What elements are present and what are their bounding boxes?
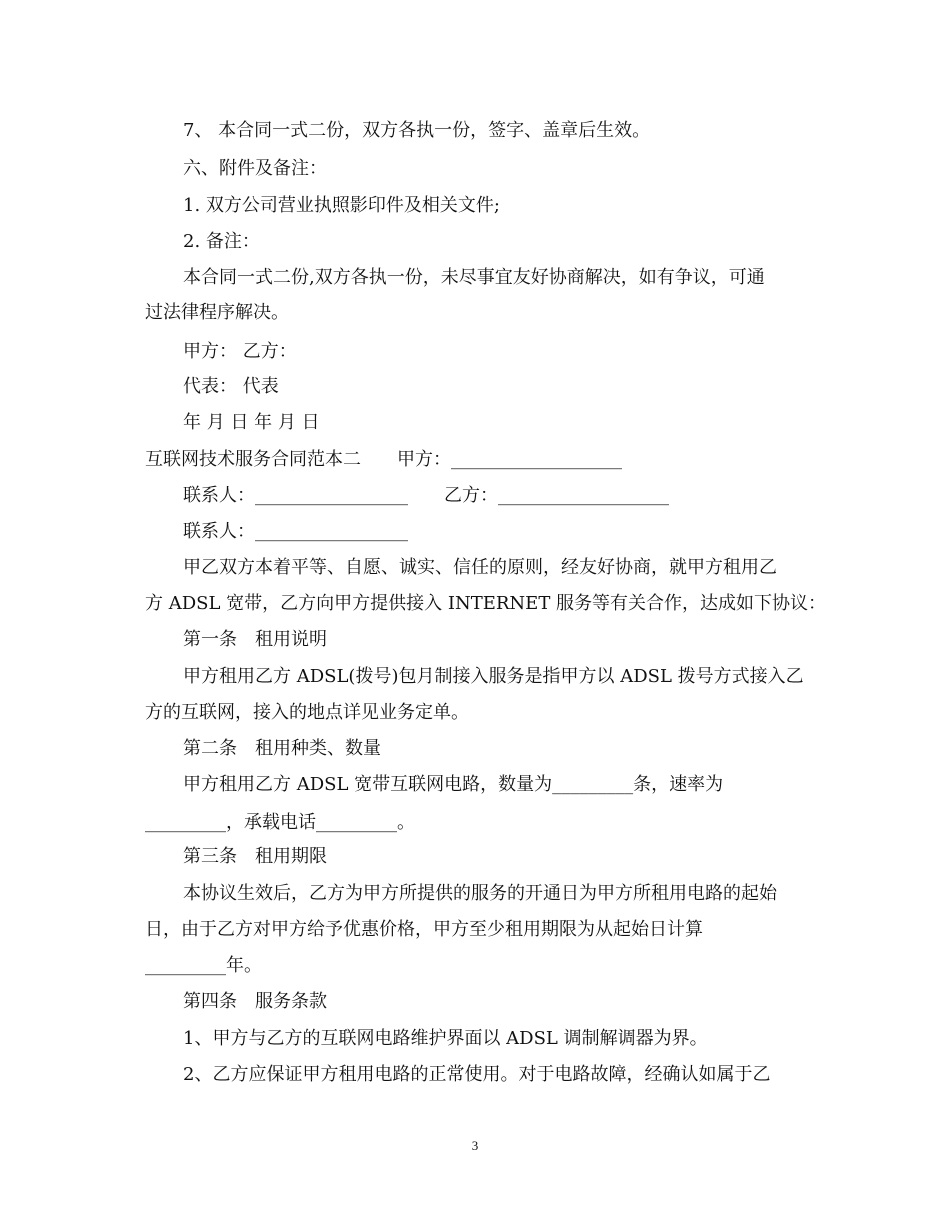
text-line-3: 1. 双方公司营业执照影印件及相关文件; <box>183 195 500 216</box>
text-line-14: 方 ADSL 宽带，乙方向甲方提供接入 INTERNET 服务等有关合作，达成如下协议： <box>145 593 827 614</box>
text-line-27: 2、乙方应保证甲方租用电路的正常使用。对于电路故障，经确认如属于乙 <box>183 1064 771 1085</box>
text-line-8: 代表： 代表 <box>183 376 279 397</box>
text-line-18: 第二条 租用种类、数量 <box>183 738 381 759</box>
text-line-10: 互联网技术服务合同范本二 甲方：___________________ <box>145 449 622 470</box>
text-line-13: 甲乙双方本着平等、自愿、诚实、信任的原则，经友好协商，就甲方租用乙 <box>183 557 777 578</box>
text-line-19: 甲方租用乙方 ADSL 宽带互联网电路，数量为_________条，速率为 <box>183 774 724 795</box>
text-line-15: 第一条 租用说明 <box>183 629 327 650</box>
text-line-5: 本合同一式二份,双方各执一份，未尽事宜友好协商解决，如有争议，可通 <box>183 267 765 288</box>
text-line-23: 日，由于乙方对甲方给予优惠价格，甲方至少租用期限为从起始日计算 <box>145 919 703 940</box>
text-line-9: 年 月 日 年 月 日 <box>183 412 320 433</box>
text-line-20: _________，承载电话_________。 <box>145 812 415 833</box>
text-line-17: 方的互联网，接入的地点详见业务定单。 <box>145 702 469 723</box>
text-line-7: 甲方： 乙方： <box>183 341 297 362</box>
text-line-2: 六、附件及备注： <box>183 158 327 179</box>
text-line-1: 7、 本合同一式二份，双方各执一份，签字、盖章后生效。 <box>183 120 651 141</box>
text-line-4: 2. 备注： <box>183 231 260 252</box>
page-number: 3 <box>471 1138 479 1153</box>
text-line-12: 联系人：_________________ <box>183 521 408 542</box>
text-line-24: _________年。 <box>145 955 262 976</box>
text-line-26: 1、甲方与乙方的互联网电路维护界面以 ADSL 调制解调器为界。 <box>183 1028 708 1049</box>
text-line-25: 第四条 服务条款 <box>183 991 327 1012</box>
text-line-22: 本协议生效后，乙方为甲方所提供的服务的开通日为甲方所租用电路的起始 <box>183 883 777 904</box>
text-line-16: 甲方租用乙方 ADSL(拨号)包月制接入服务是指甲方以 ADSL 拨号方式接入乙 <box>183 666 804 687</box>
text-line-21: 第三条 租用期限 <box>183 846 327 867</box>
text-line-6: 过法律程序解决。 <box>145 302 289 323</box>
text-line-11: 联系人：_________________ 乙方：___________________ <box>183 485 669 506</box>
